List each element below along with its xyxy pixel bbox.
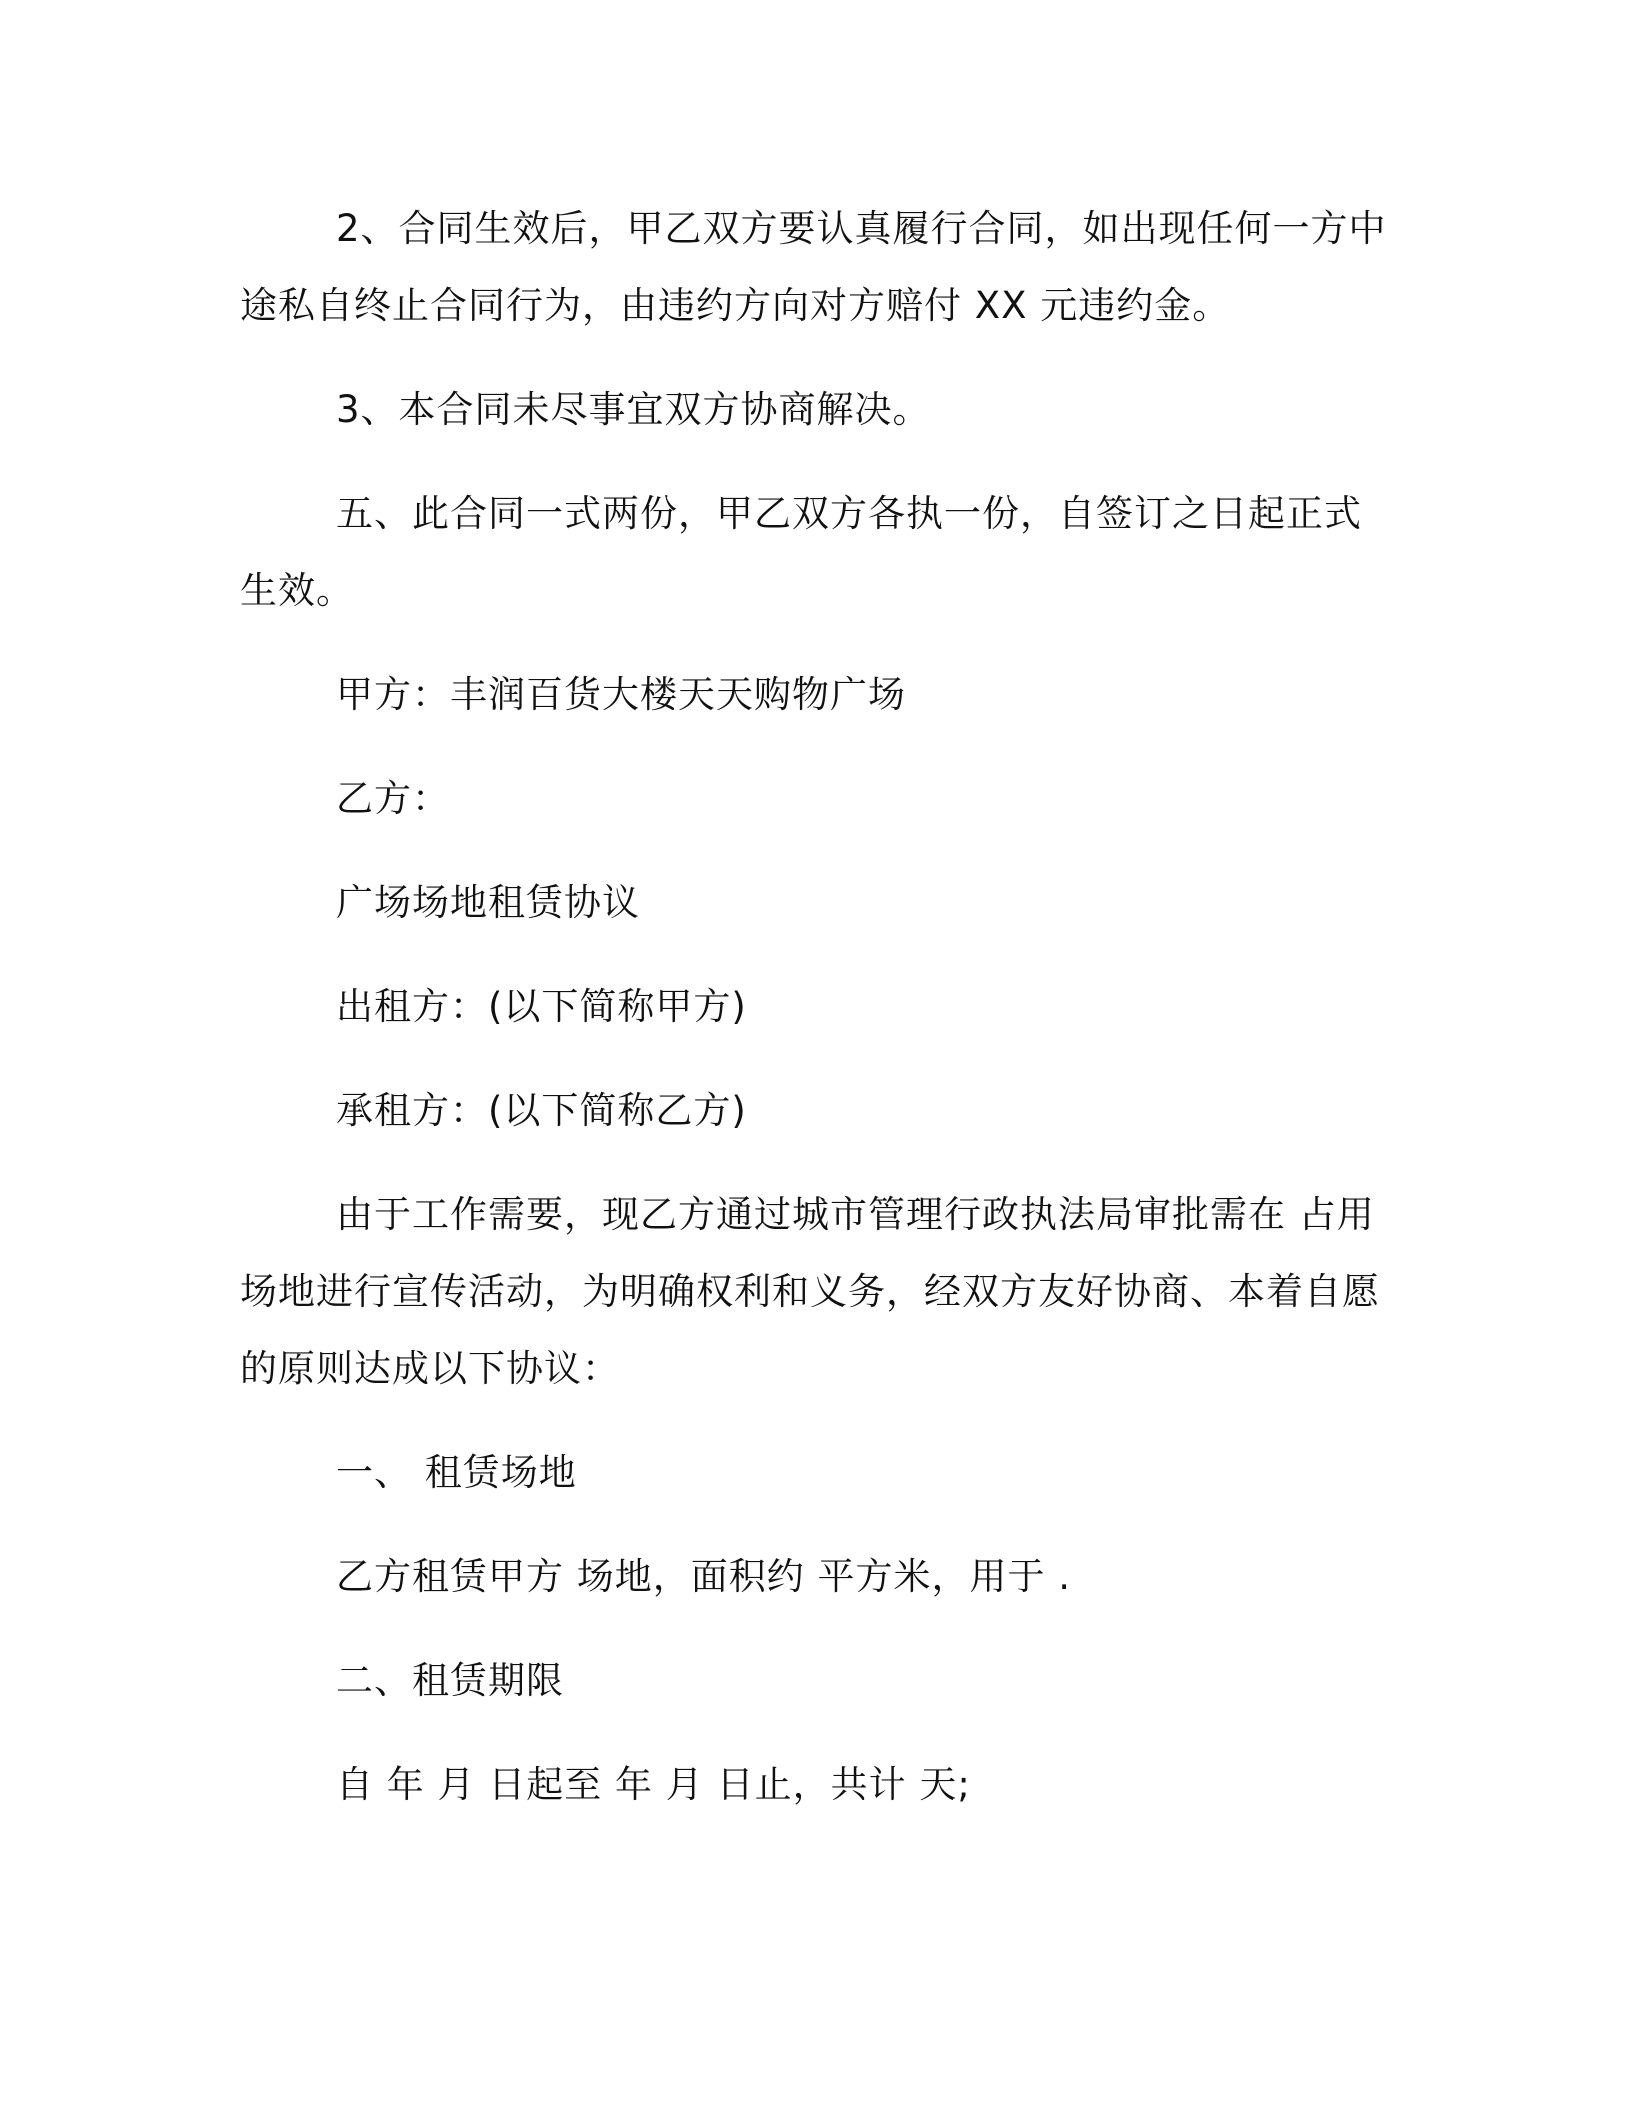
clause-2-breach-penalty: 2、合同生效后，甲乙双方要认真履行合同，如出现任何一方中途私自终止合同行为，由违约方向对方赔付 XX 元违约金。: [240, 207, 1387, 327]
section-2-heading: 二、租赁期限: [336, 1659, 564, 1702]
section-2-body: 自 年 月 日起至 年 月 日止，共计 天;: [336, 1763, 971, 1806]
agreement-title: 广场场地租赁协议: [336, 881, 640, 924]
section-1-body: 乙方租赁甲方 场地，面积约 平方米，用于 .: [336, 1555, 1072, 1598]
party-a-line: 甲方：丰润百货大楼天天购物广场: [336, 673, 906, 716]
section-1-heading: 一、 租赁场地: [336, 1451, 577, 1494]
preamble-paragraph: 由于工作需要，现乙方通过城市管理行政执法局审批需在 占用场地进行宣传活动，为明确权利和义务，经双方友好协商、本着自愿的原则达成以下协议：: [240, 1193, 1380, 1390]
lessor-line: 出租方：(以下简称甲方): [336, 985, 747, 1028]
lessee-line: 承租方：(以下简称乙方): [336, 1089, 747, 1132]
party-b-line: 乙方：: [336, 777, 450, 820]
clause-3-unresolved-matters: 3、本合同未尽事宜双方协商解决。: [336, 388, 931, 431]
document-body: [240, 190, 1390, 1850]
clause-5-copies-effective: 五、此合同一式两份，甲乙双方各执一份，自签订之日起正式生效。: [240, 492, 1362, 612]
